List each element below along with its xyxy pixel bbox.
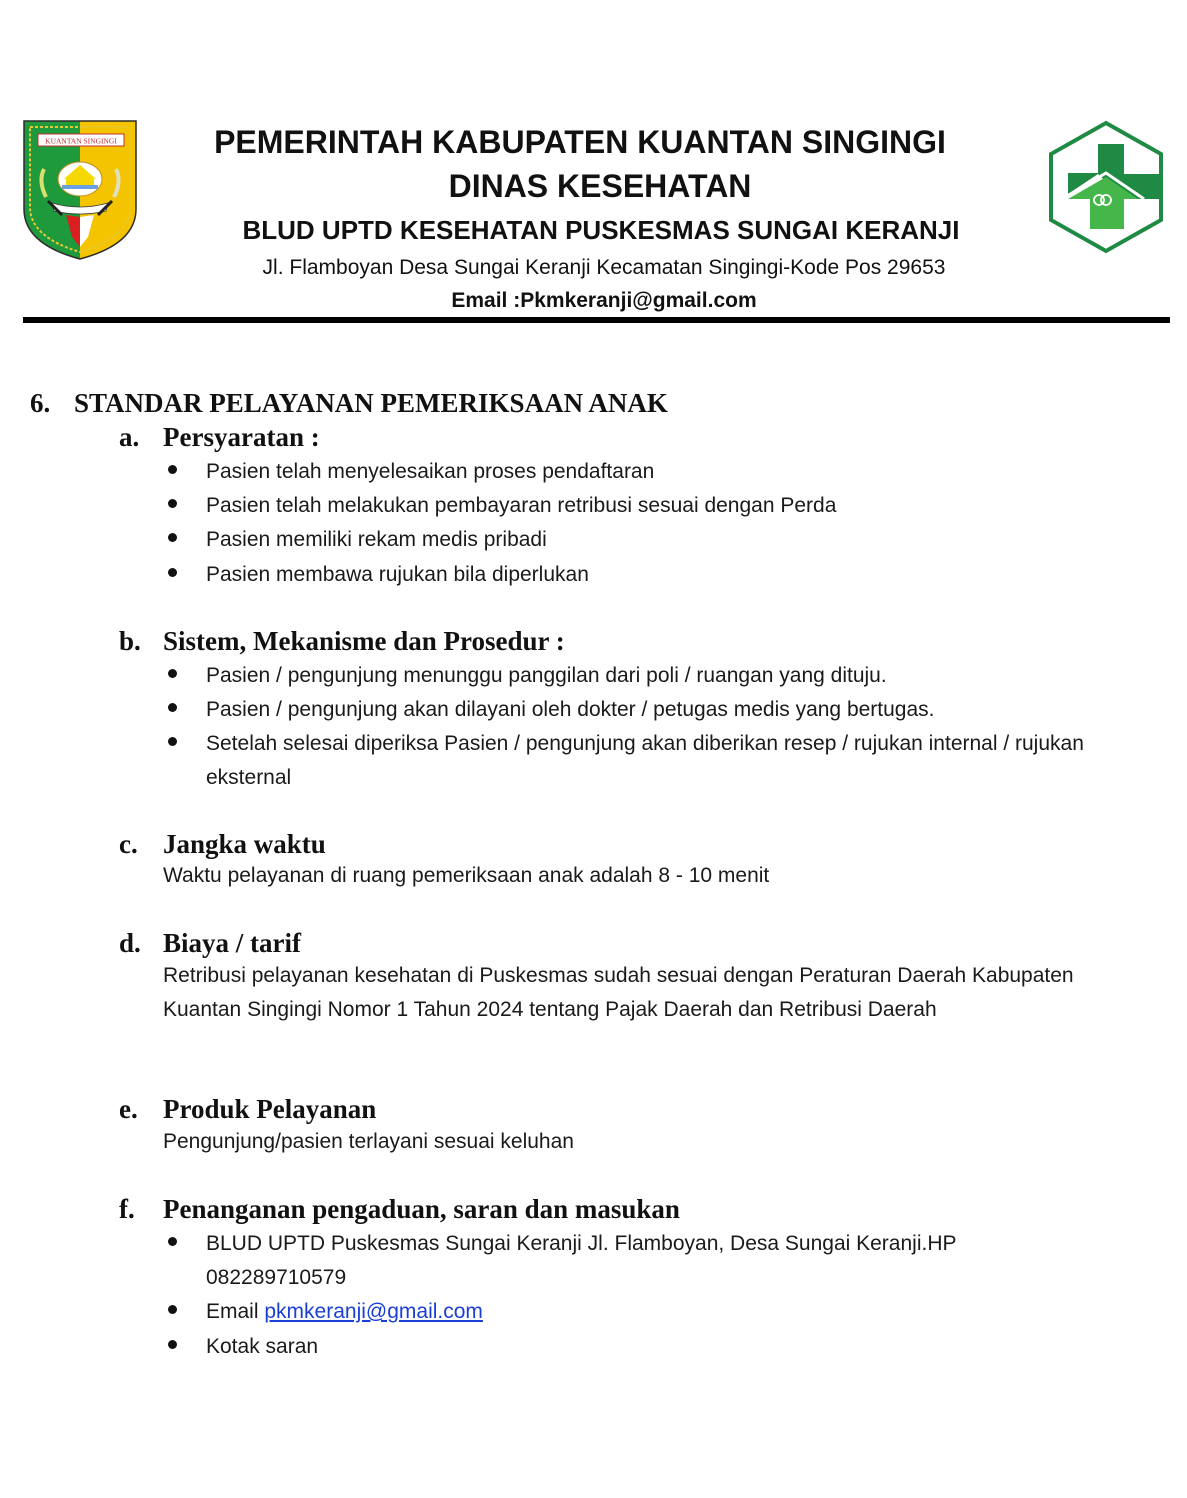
section-label: Produk Pelayanan: [163, 1094, 377, 1124]
bullet-icon: [168, 568, 177, 577]
section-text-e: Pengunjung/pasien terlayani sesuai keluhan: [163, 1130, 574, 1153]
section-text-c: Waktu pelayanan di ruang pemeriksaan anak adalah 8 - 10 menit: [163, 864, 770, 887]
letterhead-agency-title: DINAS KESEHATAN: [448, 168, 752, 204]
letterhead-unit-title: BLUD UPTD KESEHATAN PUSKESMAS SUNGAI KERANJI: [242, 215, 960, 245]
section-letter: e.: [119, 1094, 138, 1124]
section-label: Biaya / tarif: [163, 928, 301, 958]
bullet-icon: [168, 703, 177, 712]
bullet-icon: [168, 1237, 177, 1246]
email-link[interactable]: pkmkeranji@gmail.com: [264, 1300, 483, 1323]
crest-banner-text: KUANTAN SINGINGI: [45, 136, 117, 146]
letterhead-divider: [23, 317, 1170, 323]
letterhead-email: Email :Pkmkeranji@gmail.com: [451, 289, 757, 312]
document-title: [30, 388, 668, 419]
section-text-d: Retribusi pelayanan kesehatan di Puskesmas sudah sesuai dengan Peraturan Daerah Kabupaten Kuantan Singingi Nomor 1 Tahun 2024 tentang Pajak Daerah dan Retribusi Daerah: [163, 964, 1074, 1021]
bullet-icon: [168, 737, 177, 746]
bullet-icon: [168, 1340, 177, 1349]
title-number: 6.: [30, 388, 51, 418]
letterhead-address: Jl. Flamboyan Desa Sungai Keranji Kecamatan Singingi-Kode Pos 29653: [262, 256, 946, 279]
letterhead-government-title: PEMERINTAH KABUPATEN KUANTAN SINGINGI: [214, 124, 946, 160]
section-letter: c.: [119, 829, 138, 859]
email-prefix: Email: [206, 1300, 265, 1323]
bullet-icon: [168, 533, 177, 542]
bullet-icon: [168, 1305, 177, 1314]
bullet-icon: [168, 499, 177, 508]
title-text: STANDAR PELAYANAN PEMERIKSAAN ANAK: [74, 388, 668, 418]
bullet-icon: [168, 465, 177, 474]
section-label: Sistem, Mekanisme dan Prosedur :: [163, 626, 565, 656]
section-label: Persyaratan :: [163, 422, 320, 452]
bullet-icon: [168, 669, 177, 678]
section-letter: b.: [119, 626, 141, 656]
section-letter: f.: [119, 1194, 135, 1224]
section-label: Jangka waktu: [163, 829, 326, 859]
section-label: Penanganan pengaduan, saran dan masukan: [163, 1194, 680, 1224]
section-letter: a.: [119, 422, 140, 452]
section-letter: d.: [119, 928, 141, 958]
